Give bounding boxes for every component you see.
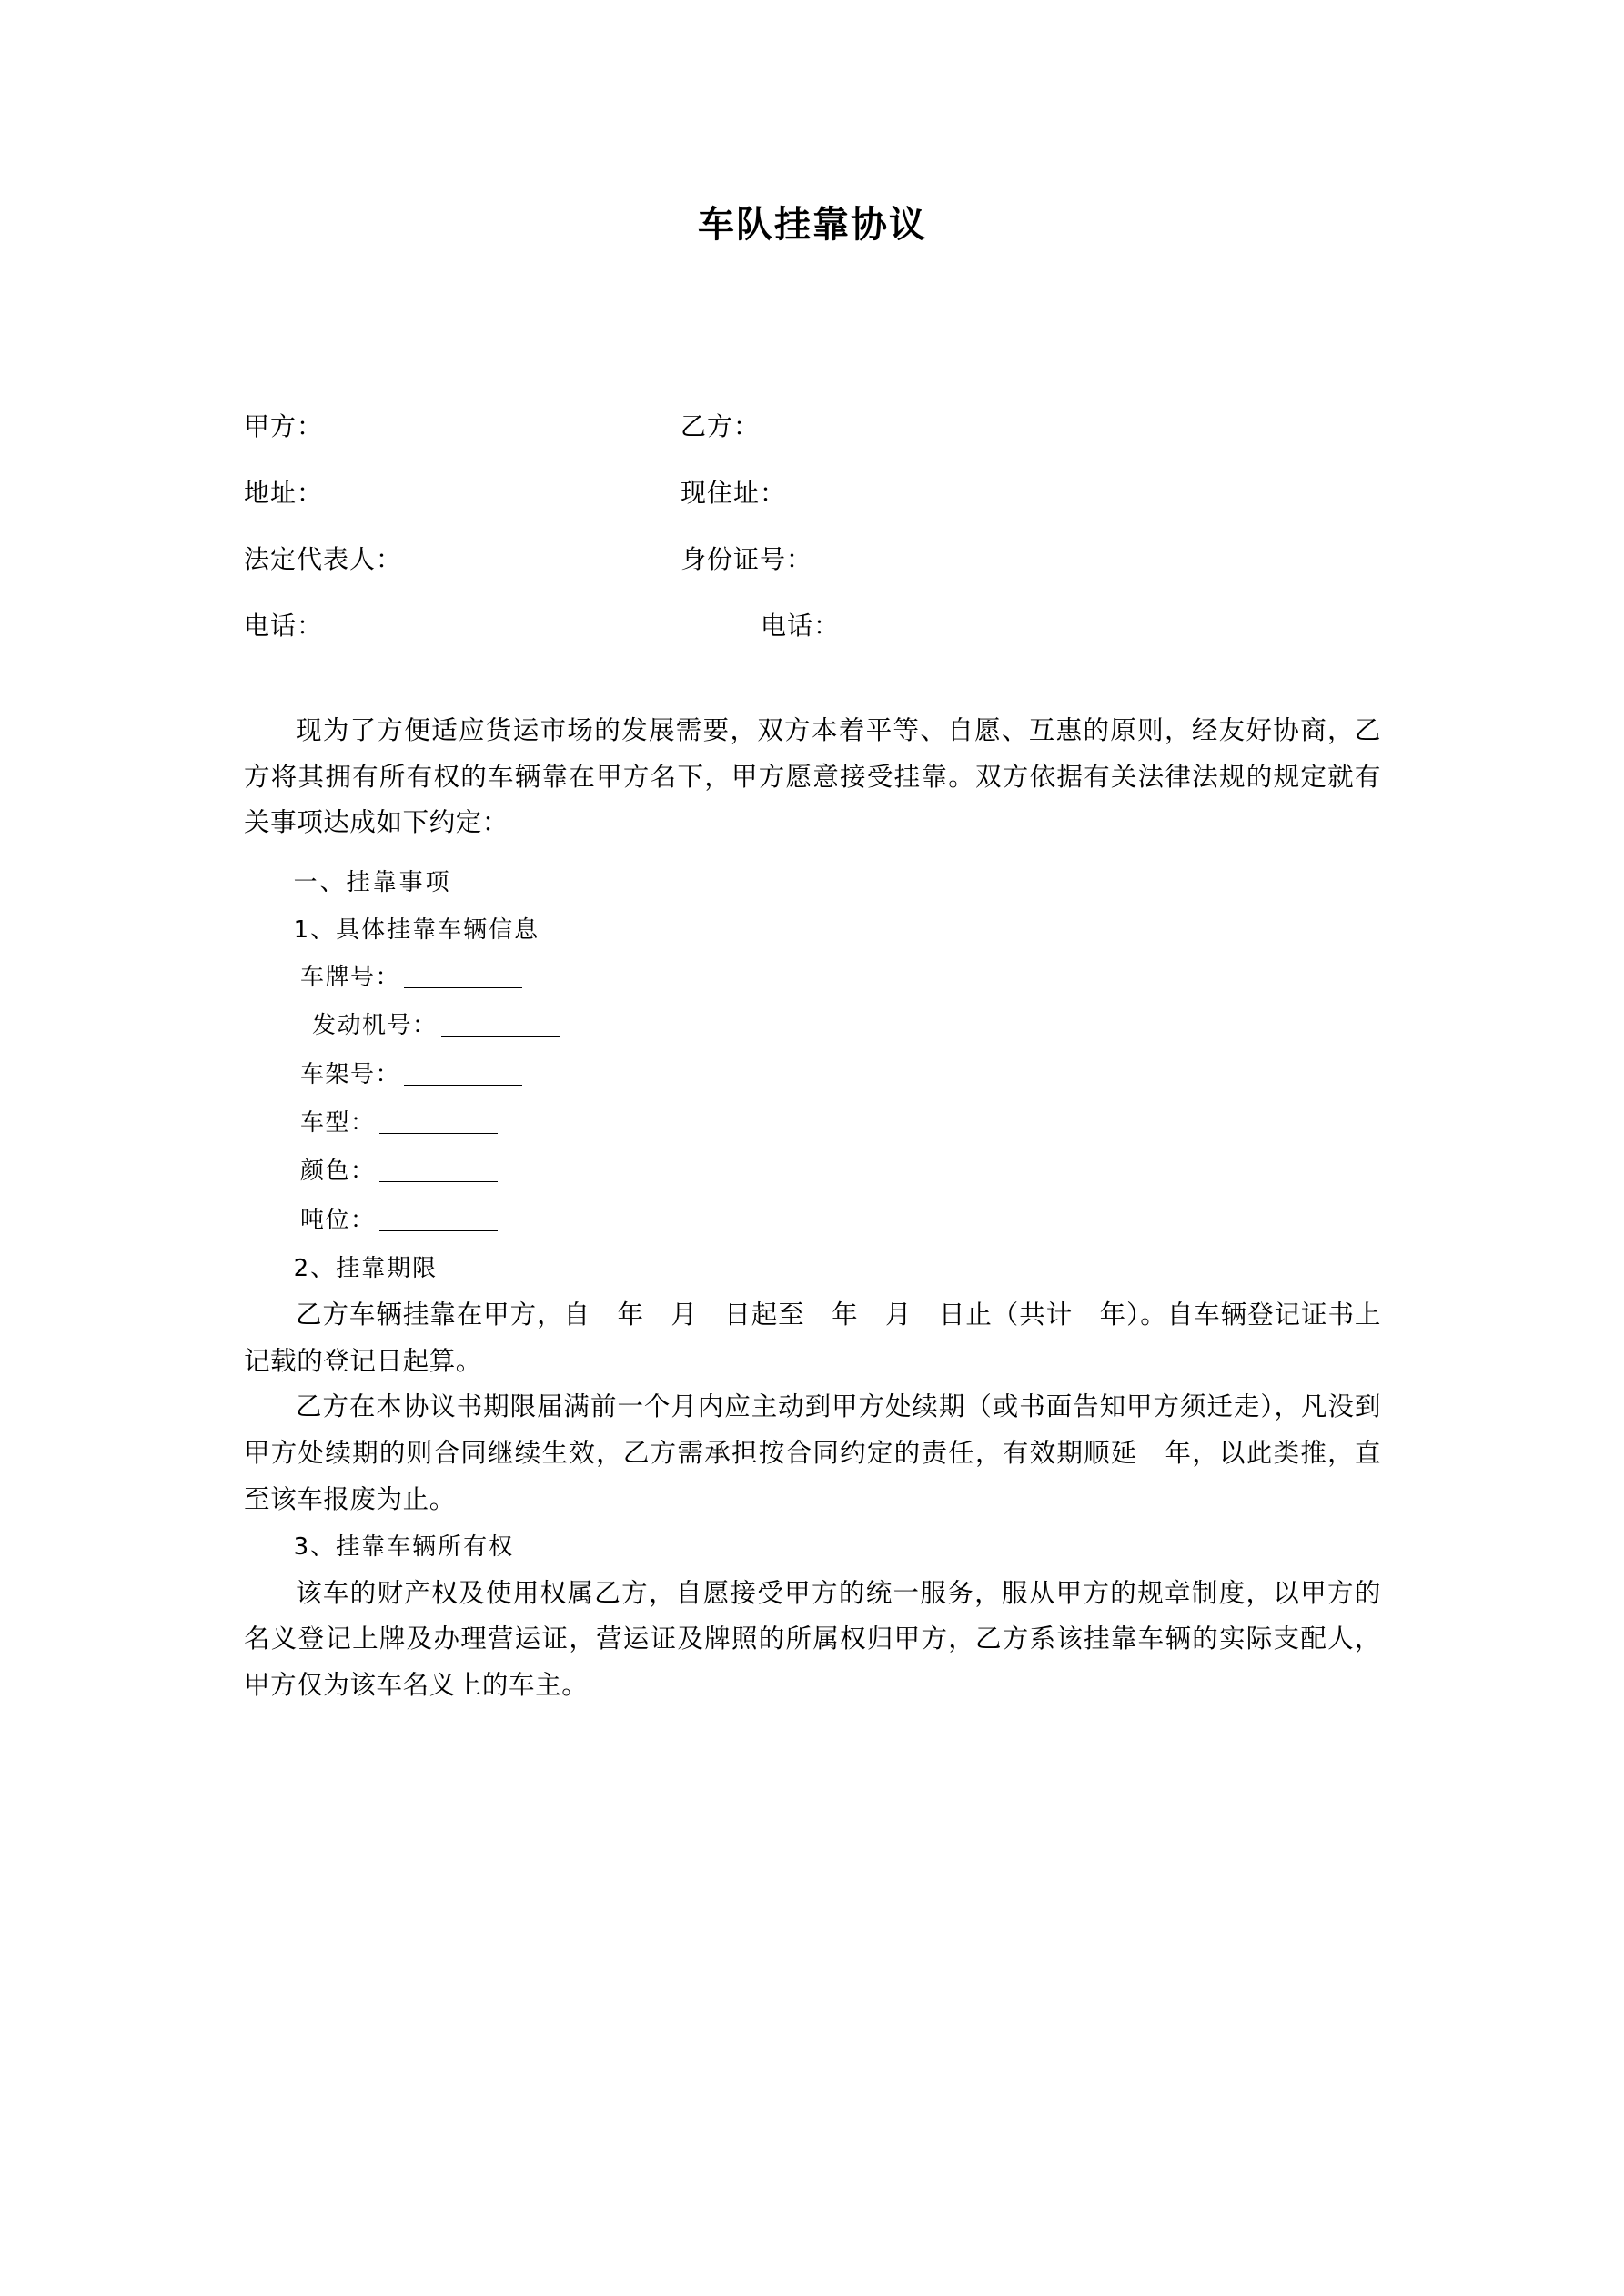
item-3-paragraph-1: 该车的财产权及使用权属乙方，自愿接受甲方的统一服务，服从甲方的规章制度，以甲方的名义登记上牌及办理营运证，营运证及牌照的所属权归甲方，乙方系该挂靠车辆的实际支配人，甲方仅为该车名义上的车主。	[244, 1577, 1381, 1700]
party-info-block	[244, 407, 1381, 642]
item-3-heading: 3、挂靠车辆所有权	[293, 1532, 515, 1561]
party-b-address-label: 现住址：	[681, 478, 787, 508]
party-row	[244, 407, 1381, 443]
party-row	[244, 473, 1381, 510]
field-engine-number-label: 发动机号：	[312, 1012, 438, 1040]
item-2-paragraph-2: 乙方在本协议书期限届满前一个月内应主动到甲方处续期（或书面告知甲方须迁走），凡没到甲方处续期的则合同继续生效，乙方需承担按合同约定的责任，有效期顺延 年，以此类推，直至该车报废为止。	[244, 1391, 1381, 1514]
party-row	[244, 540, 1381, 576]
field-engine-number-blank[interactable]	[441, 1036, 560, 1037]
field-vehicle-model-blank[interactable]	[379, 1133, 498, 1134]
party-a-legal-rep-label: 法定代表人：	[244, 544, 403, 574]
document-content	[244, 0, 1381, 1709]
party-a-address-label: 地址：	[244, 478, 324, 508]
field-vin-number	[244, 1051, 1381, 1099]
field-tonnage	[244, 1197, 1381, 1245]
field-tonnage-label: 吨位：	[300, 1206, 376, 1234]
field-engine-number	[244, 1002, 1381, 1050]
party-a-name-label: 甲方：	[244, 411, 324, 441]
field-vin-number-label: 车架号：	[300, 1060, 401, 1088]
field-plate-number	[244, 954, 1381, 1002]
field-vehicle-model-label: 车型：	[300, 1109, 376, 1138]
field-vehicle-model	[244, 1099, 1381, 1148]
field-tonnage-blank[interactable]	[379, 1230, 498, 1231]
party-b-name-label: 乙方：	[681, 411, 761, 441]
field-plate-number-label: 车牌号：	[300, 964, 401, 992]
field-plate-number-blank[interactable]	[404, 987, 522, 988]
item-2-paragraph-1: 乙方车辆挂靠在甲方，自 年 月 日起至 年 月 日止（共计 年）。自车辆登记证书上记载的登记日起算。	[244, 1299, 1381, 1376]
party-a-phone-label: 电话：	[244, 611, 324, 641]
field-vin-number-blank[interactable]	[404, 1085, 522, 1086]
field-color-blank[interactable]	[379, 1181, 498, 1182]
field-color-label: 颜色：	[300, 1158, 376, 1186]
section-1-heading: 一、挂靠事项	[293, 869, 452, 897]
item-1-heading: 1、具体挂靠车辆信息	[293, 916, 540, 945]
party-b-phone-label: 电话：	[761, 611, 841, 641]
party-row	[244, 606, 1381, 642]
party-b-id-number-label: 身份证号：	[681, 544, 813, 574]
preamble-paragraph: 现为了方便适应货运市场的发展需要，双方本着平等、自愿、互惠的原则，经友好协商，乙方将其拥有所有权的车辆靠在甲方名下，甲方愿意接受挂靠。双方依据有关法律法规的规定就有关事项达成如下约定：	[244, 715, 1381, 838]
item-2-heading: 2、挂靠期限	[293, 1254, 439, 1282]
field-color	[244, 1148, 1381, 1196]
page-title: 车队挂靠协议	[698, 204, 927, 246]
